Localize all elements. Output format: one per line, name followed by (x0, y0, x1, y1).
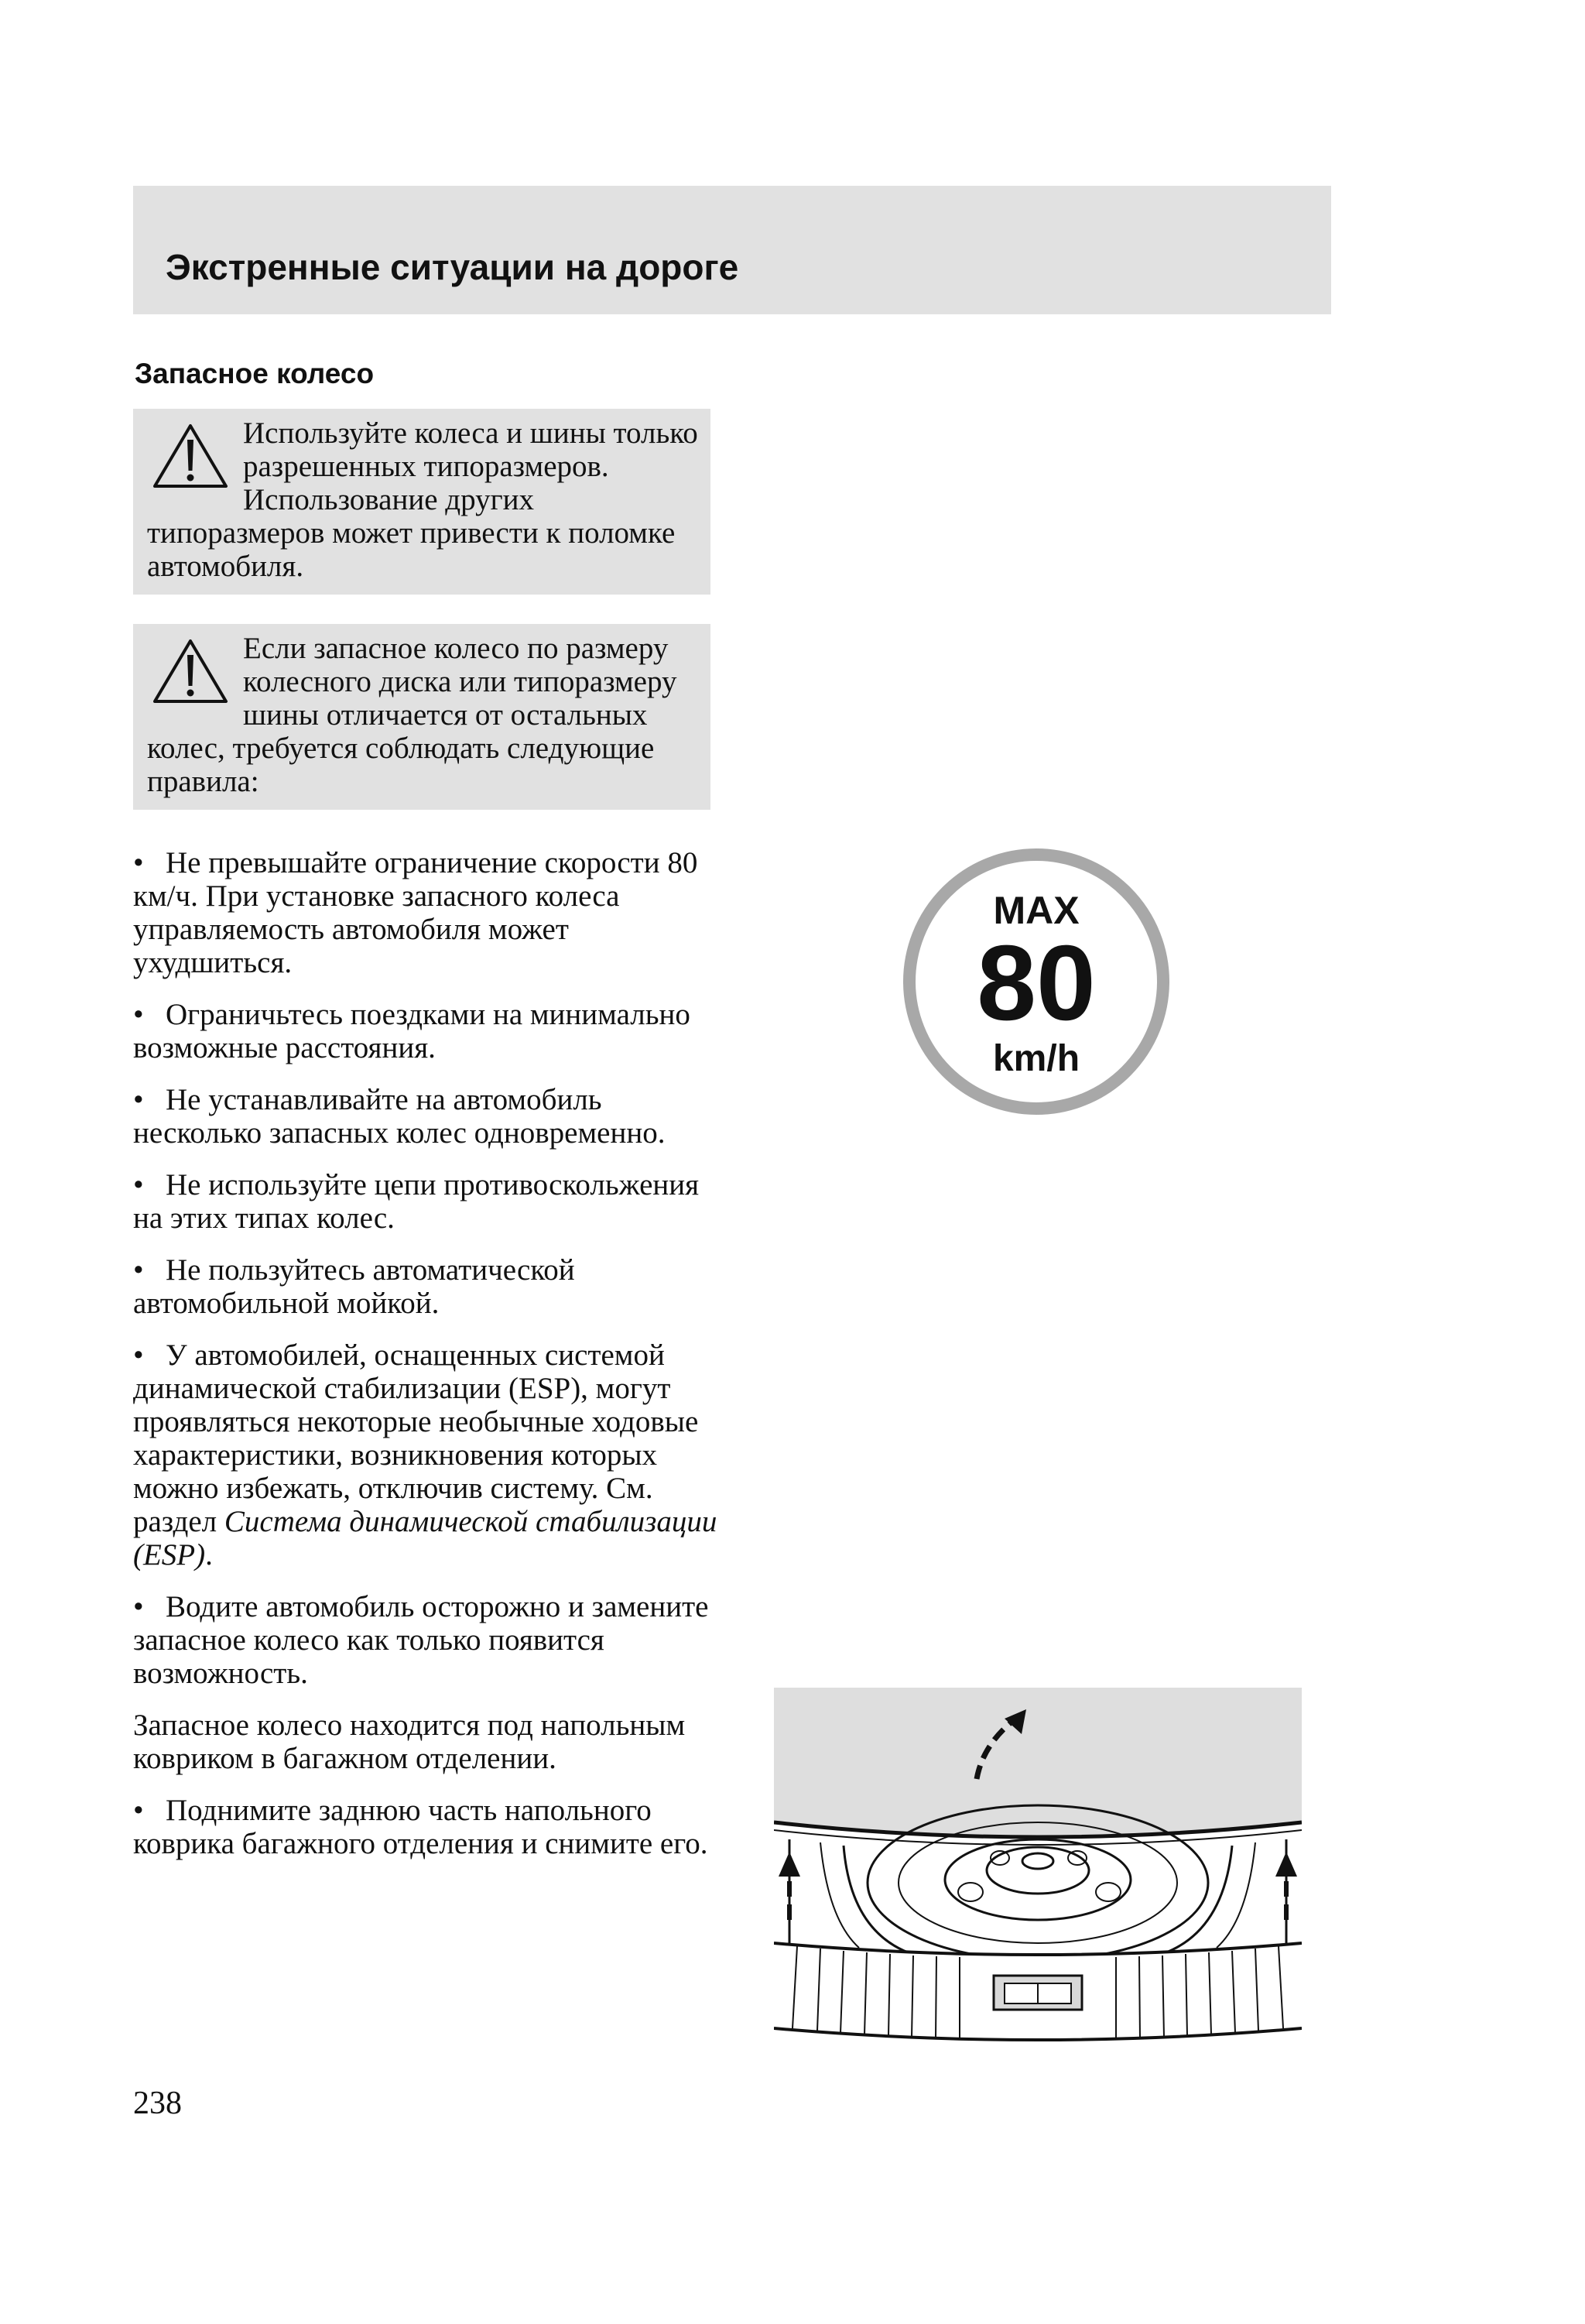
speed-limit-sign (901, 846, 1172, 1117)
bullet-dot: • (133, 1083, 144, 1116)
rules-list (133, 846, 721, 1879)
floor-cover (774, 1688, 1302, 1837)
header-band (133, 186, 1331, 314)
speed-sign-max: MAX (993, 889, 1080, 932)
warning-text-2: Если запасное колесо по размеру колесного диска или типоразмеру шины отличается от остальных колес, требуется соблюдать следующие правила: (147, 632, 677, 798)
bullet-dot: • (133, 1339, 144, 1372)
esp-reference: Система динамической стабилизации (ESP) (133, 1505, 717, 1572)
list-item (133, 1168, 721, 1235)
list-item-text: Не устанавливайте на автомобиль несколько запасных колес одновременно. (133, 1083, 666, 1150)
page-number: 238 (133, 2086, 182, 2121)
bullet-dot: • (133, 1590, 144, 1623)
list-item (133, 1590, 721, 1690)
list-item (133, 1794, 721, 1860)
spare-location-paragraph: Запасное колесо находится под напольным ковриком в багажном отделении. (133, 1709, 686, 1775)
bullet-dot: • (133, 998, 144, 1031)
spare-wheel-illustration (774, 1688, 1302, 2045)
list-item (133, 998, 721, 1064)
bullet-dot: • (133, 1253, 144, 1287)
sentence-end: . (205, 1538, 213, 1572)
list-item (133, 1083, 721, 1150)
speed-sign-unit: km/h (992, 1038, 1080, 1079)
trunk-sill-trim (774, 1943, 1302, 2045)
chapter-title: Экстренные ситуации на дороге (166, 247, 739, 287)
warning-text-1: Используйте колеса и шины только разрешенных типоразмеров. Использование других типоразмеров может привести к поломке автомобиля. (147, 416, 698, 583)
list-item-text: Не пользуйтесь автоматической автомобильной мойкой. (133, 1253, 575, 1320)
list-item (133, 846, 721, 979)
bullet-dot: • (133, 1168, 144, 1201)
bullet-dot: • (133, 846, 144, 879)
list-item-text: Не используйте цепи противоскольжения на этих типах колес. (133, 1168, 700, 1235)
list-item-text: Поднимите заднюю часть напольного коврика багажного отделения и снимите его. (133, 1794, 708, 1860)
list-item-text: Не превышайте ограничение скорости 80 км/ч. При установке запасного колеса управляемость автомобиля может ухудшиться. (133, 846, 698, 979)
bullet-dot: • (133, 1794, 144, 1827)
list-item-text: У автомобилей, оснащенных системой динамической стабилизации (ESP), могут проявляться некоторые необычные ходовые характеристики, возникновения которых можно избежать, отключив систему. См. раздел (133, 1339, 699, 1538)
list-item-text: Ограничьтесь поездками на минимально возможные расстояния. (133, 998, 690, 1064)
list-item-text: Водите автомобиль осторожно и замените запасное колесо как только появится возможность. (133, 1590, 709, 1690)
warning-box-1 (133, 409, 710, 595)
list-item (133, 1253, 721, 1320)
section-title: Запасное колесо (135, 358, 375, 389)
list-item-esp (133, 1339, 721, 1572)
warning-box-2 (133, 624, 710, 810)
speed-sign-value: 80 (977, 924, 1096, 1043)
warning-triangle-icon (152, 423, 229, 489)
warning-triangle-icon (152, 638, 229, 704)
